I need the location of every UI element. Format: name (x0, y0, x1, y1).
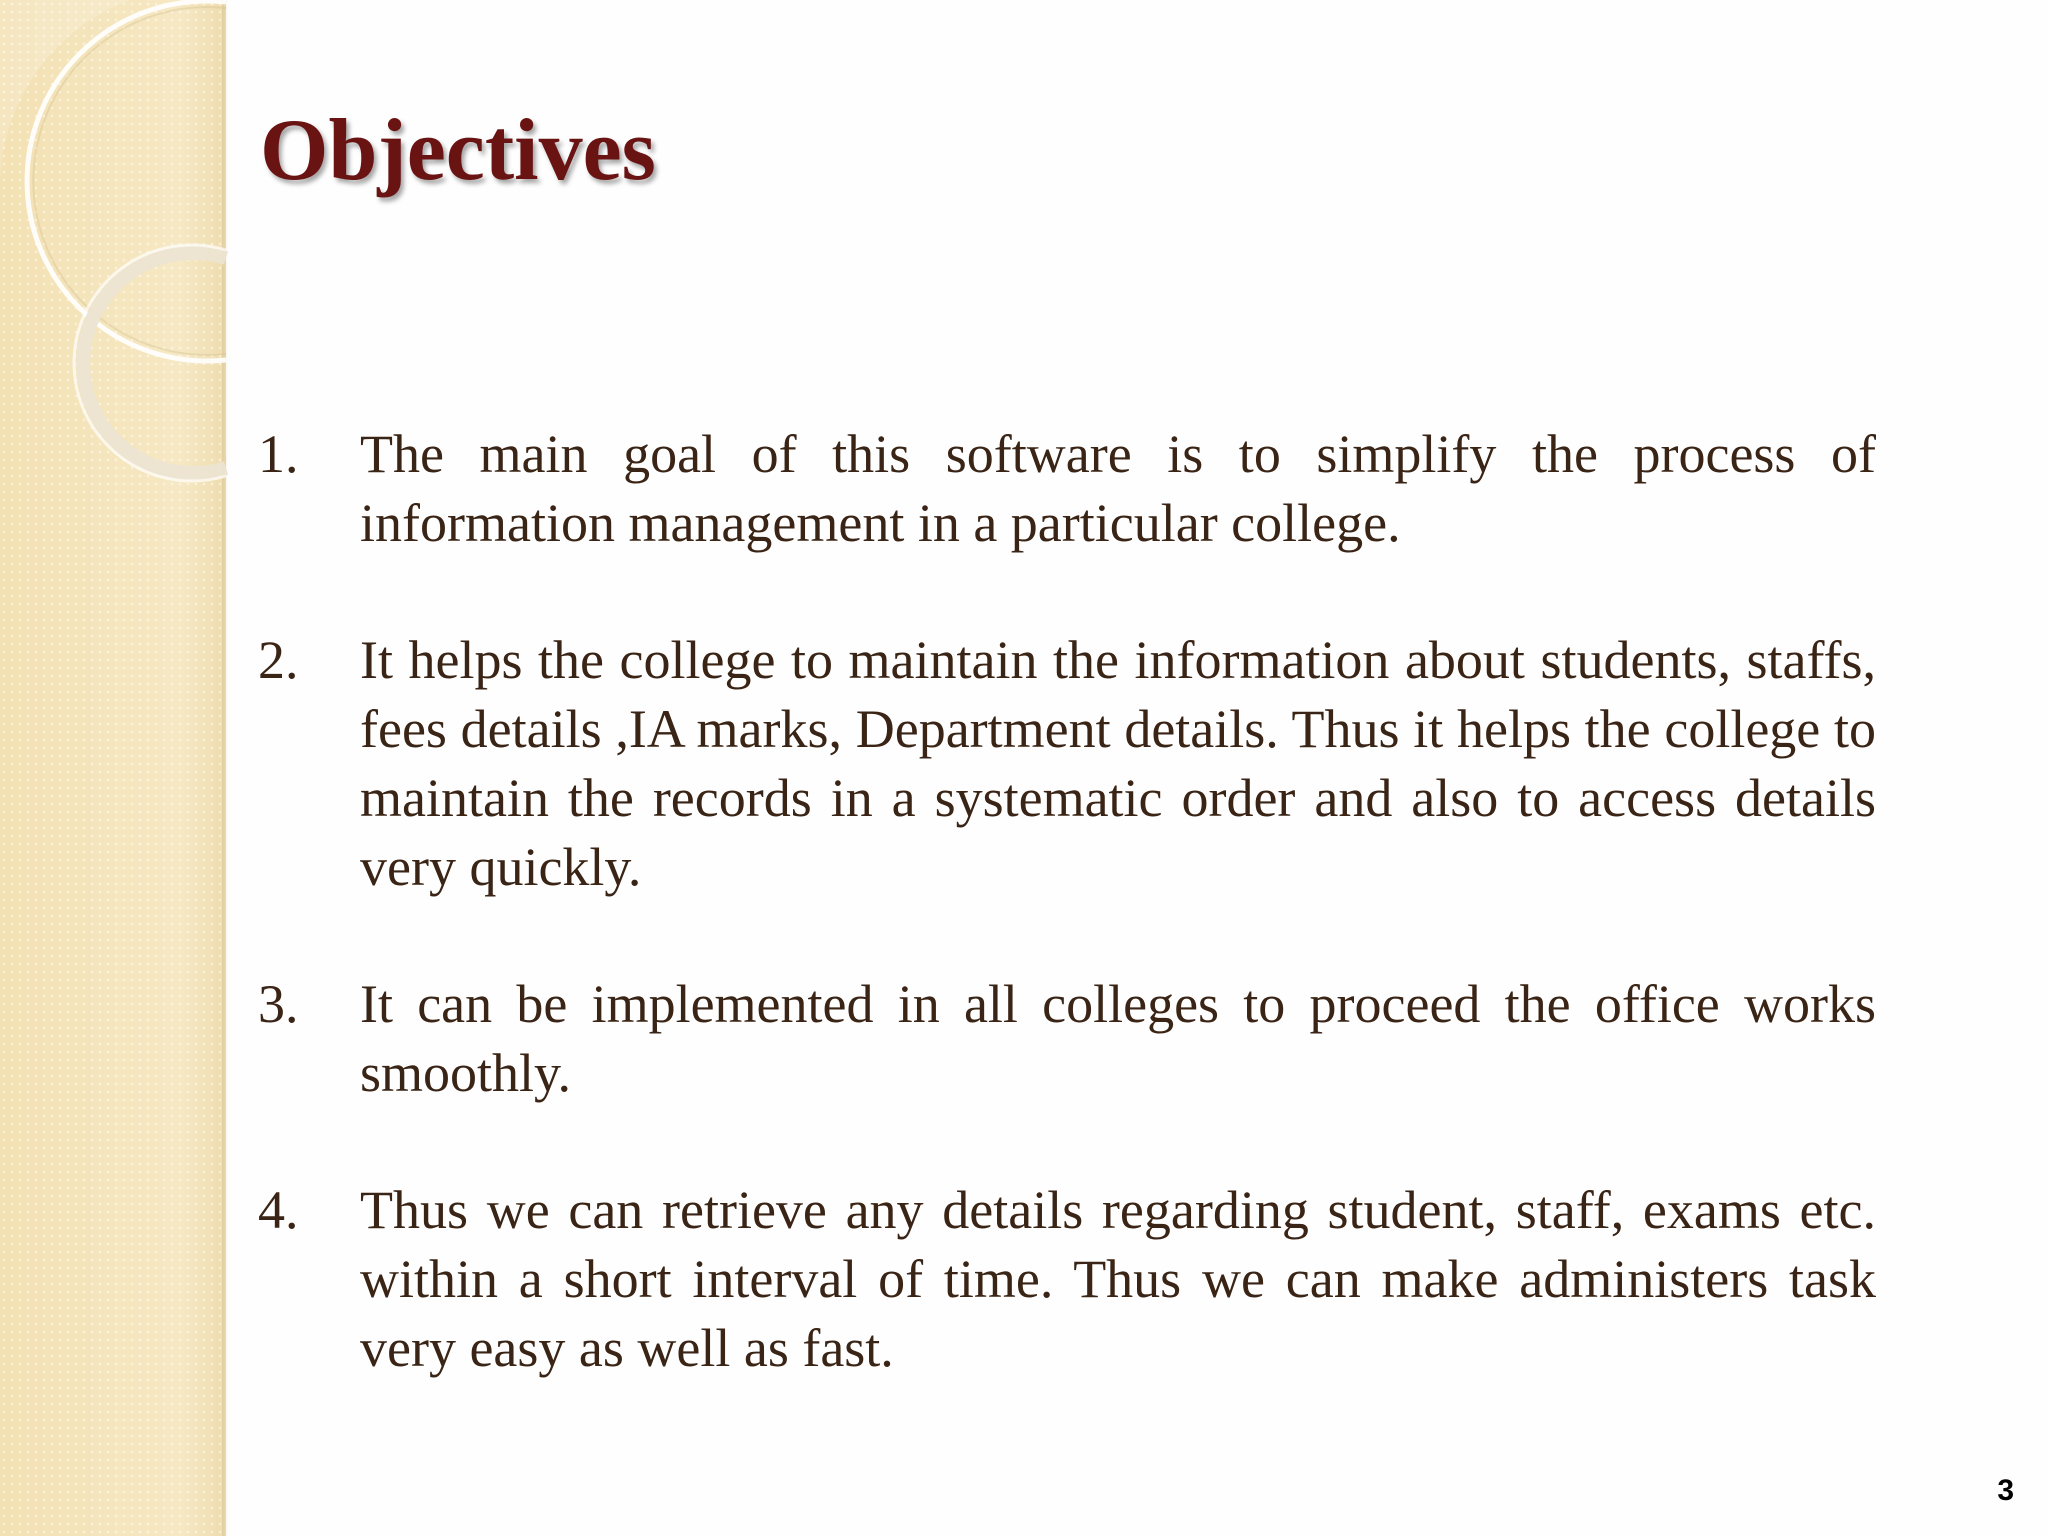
list-item-number: 1. (258, 424, 299, 484)
list-item (258, 1176, 1876, 1383)
list-item (258, 420, 1876, 558)
objectives-list (258, 420, 1876, 1451)
decorative-rings (0, 0, 260, 520)
list-item-number: 3. (258, 974, 299, 1034)
list-item-number: 2. (258, 630, 299, 690)
page-number: 3 (1997, 1474, 2014, 1507)
slide-title: Objectives (260, 102, 656, 199)
list-item (258, 626, 1876, 902)
list-item-number: 4. (258, 1180, 299, 1240)
ring-large-shadow (33, 7, 226, 355)
list-item-text: It can be implemented in all colleges to proceed the office works smoothly. (360, 974, 1876, 1103)
list-item (258, 970, 1876, 1108)
list-item-text: It helps the college to maintain the information about students, staffs, fees details ,IA marks, Department details. Thus it helps the college to maintain the records in a systematic order and also to access details very quickly. (360, 630, 1876, 897)
ring-large (27, 1, 226, 361)
list-item-text: Thus we can retrieve any details regarding student, staff, exams etc. within a short interval of time. Thus we can make administers task very easy as well as fast. (360, 1180, 1876, 1378)
list-item-text: The main goal of this software is to simplify the process of information management in a particular college. (360, 424, 1876, 553)
